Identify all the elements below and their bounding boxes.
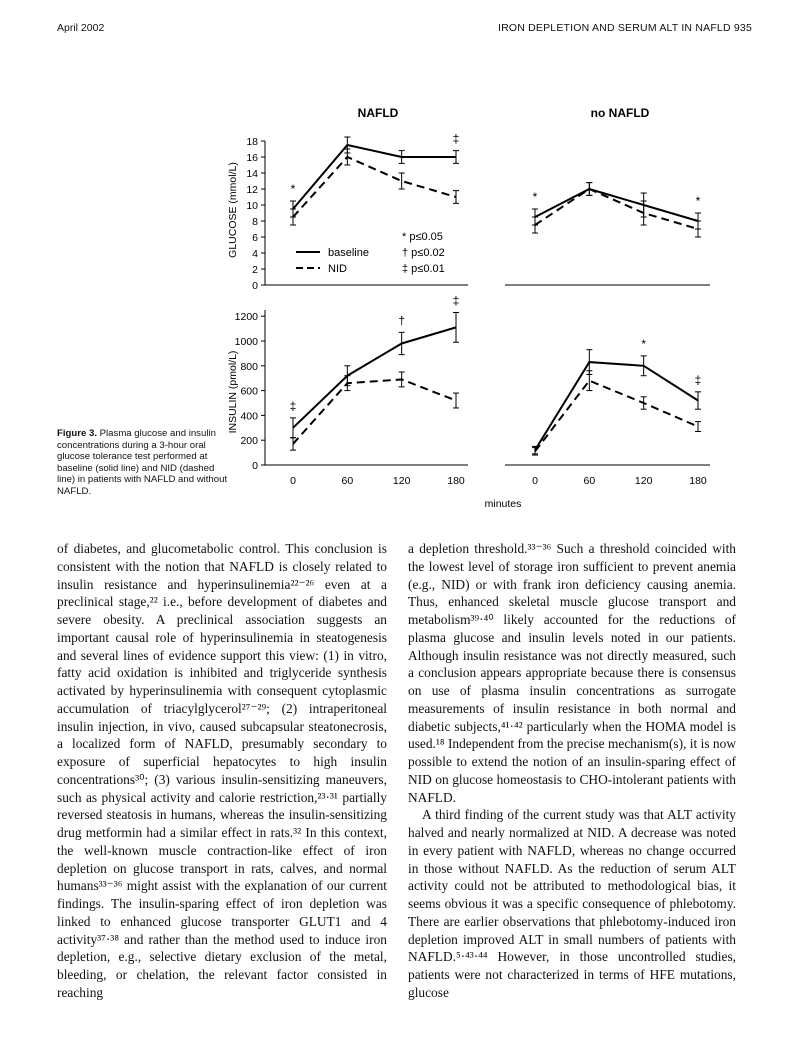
x-tick-label: 0 (290, 475, 296, 487)
y-tick-label: 2 (252, 264, 258, 276)
y-tick-label: 0 (252, 460, 258, 472)
significance-marker: ‡ (452, 293, 460, 308)
series-baseline-line (293, 327, 456, 427)
y-tick-label: 400 (240, 410, 258, 423)
series-baseline-line (532, 189, 698, 221)
x-tick-label: 180 (447, 475, 465, 487)
caption-label: Figure 3. (57, 428, 97, 439)
significance-marker: * (641, 336, 647, 351)
header-title: IRON DEPLETION AND SERUM ALT IN NAFLD 935 (497, 22, 752, 34)
y-tick-label: 1000 (234, 336, 258, 348)
y-tick-label: 10 (246, 200, 258, 212)
significance-key (402, 231, 445, 275)
y-tick-label: 6 (252, 232, 258, 244)
y-tick-label: 4 (252, 248, 258, 260)
panel-title-no-nafld: no NAFLD (590, 106, 650, 120)
x-tick-label: 0 (532, 475, 538, 487)
series-NID-line (290, 157, 456, 217)
series-NID-line (293, 379, 456, 443)
insulin-axis-label: INSULIN (pmol/L) (227, 350, 239, 434)
y-tick-label: 800 (240, 360, 258, 373)
significance-p02: † p≤0.02 (402, 247, 445, 259)
x-tick-label: 120 (634, 475, 653, 487)
significance-marker: ‡ (452, 131, 460, 146)
figure-caption (57, 428, 229, 498)
y-tick-label: 600 (240, 385, 258, 398)
body-column-right (408, 540, 736, 1002)
significance-marker: ‡ (289, 398, 297, 413)
y-tick-label: 16 (246, 152, 258, 164)
series-baseline-line (535, 362, 698, 450)
paragraph: of diabetes, and glucometabolic control. This conclusion is consistent with the notion that NAFLD is closely related to insulin resistance and hyperinsulinemia²²⁻²⁶ even at a preclinical stage,²² i.e., before development of diabetes and severe obesity. A preclinical association suggests an important causal role of hyperinsulinemia in steatogenesis and several lines of evidence support this view: (1) in vitro, fatty acid oxidation is inhibited and triglyceride synthesis activated by hyperinsulinemia with consequent cytoplasmic accumulation of triacylglycerol²⁷⁻²⁹; (2) intraperitoneal insulin injection, in vivo, caused subcapsular steatonecrosis, a localized form of NAFLD, presumably secondary to exposure of superficial hepatocytes to high insulin concentrations³⁰; (3) various insulin-sensitizing maneuvers, such as physical activity and calorie restriction,²³·³¹ partially reversed steatosis in humans, whereas the insulin-sensitizing drug metformin had a similar effect in rats.³² In this context, the well-known muscle contraction-like effect of iron depletion on glucose transport in rats, calves, and normal humans³³⁻³⁶ might assist with the explanation of our current findings. The insulin-sparing effect of iron depletion was linked to enhanced glucose transporter GLUT1 and 4 activity³⁷·³⁸ and rather than the method used to induce iron depletion, e.g., selective dietary exclusion of the metal, bleeding, or chelation, the relevant factor consisted in reaching (57, 541, 387, 1000)
y-tick-label: 8 (252, 216, 258, 228)
significance-marker: † (398, 313, 406, 328)
body-column-left (57, 540, 387, 1002)
significance-marker: * (695, 194, 701, 208)
series-NID-line (535, 381, 698, 452)
x-axis-label: minutes (484, 498, 522, 510)
caption-text: Plasma glucose and insulin concentrations during a 3-hour oral glucose tolerance test performed at baseline (solid line) and NID (dashed line) in patients with NAFLD and without NAFLD. (57, 428, 228, 497)
significance-marker: * (290, 182, 296, 196)
legend-nid-label: NID (328, 263, 347, 275)
paragraph: a depletion threshold.³³⁻³⁶ Such a threshold coincided with the lowest level of storage iron sufficient to prevent anemia (e.g., NID) or with frank iron deficiency causing anemia. Thus, enhanced skeletal muscle glucose transport and metabolism³⁹·⁴⁰ likely accounted for the reductions of plasma glucose and insulin levels noted in our patients. Although insulin resistance was not directly measured, such a conclusion appears appropriate because there is consensus on use of plasma insulin concentrations as surrogate measurements of insulin resistance in both normal and diabetic subjects,⁴¹·⁴² particularly when the HOMA model is used.¹⁸ Independent from the precise mechanism(s), it is now possible to extend the notion of an insulin-sparing effect of NID on glucose homeostasis to CHO-intolerant patients with NAFLD. (408, 541, 736, 805)
panel-title-nafld: NAFLD (357, 106, 399, 120)
y-tick-label: 12 (246, 184, 258, 196)
y-tick-label: 1200 (234, 311, 258, 324)
significance-marker: ‡ (694, 372, 702, 387)
x-tick-label: 180 (689, 475, 707, 487)
y-tick-label: 14 (246, 168, 258, 180)
y-tick-label: 0 (252, 280, 258, 292)
x-tick-label: 120 (392, 475, 411, 487)
legend (296, 247, 369, 275)
header-date: April 2002 (57, 22, 105, 34)
significance-p05: * p≤0.05 (402, 231, 443, 243)
y-tick-label: 18 (246, 136, 258, 148)
significance-p01: ‡ p≤0.01 (402, 263, 445, 275)
series-NID-line (532, 189, 698, 229)
x-tick-label: 60 (583, 475, 596, 487)
series-baseline-line (290, 145, 456, 209)
legend-baseline-label: baseline (328, 247, 369, 259)
x-tick-label: 60 (341, 475, 354, 487)
paragraph: A third finding of the current study was that ALT activity halved and nearly normalized at NID. A decrease was noted in every patient with NAFLD, whereas no change occurred in those without NAFLD. As the reduction of serum ALT activity could not be attributed to methodological bias, it seems obvious it was a specific consequence of phlebotomy. There are earlier observations that phlebotomy-induced iron depletion improved ALT in small numbers of patients with NAFLD.⁵·⁴³·⁴⁴ However, in those uncontrolled studies, patients were not characterized in terms of HFE mutations, glucose (408, 807, 736, 1000)
glucose-axis-label: GLUCOSE (mmol/L) (227, 162, 239, 258)
y-tick-label: 200 (240, 435, 258, 448)
significance-marker: * (532, 190, 538, 204)
